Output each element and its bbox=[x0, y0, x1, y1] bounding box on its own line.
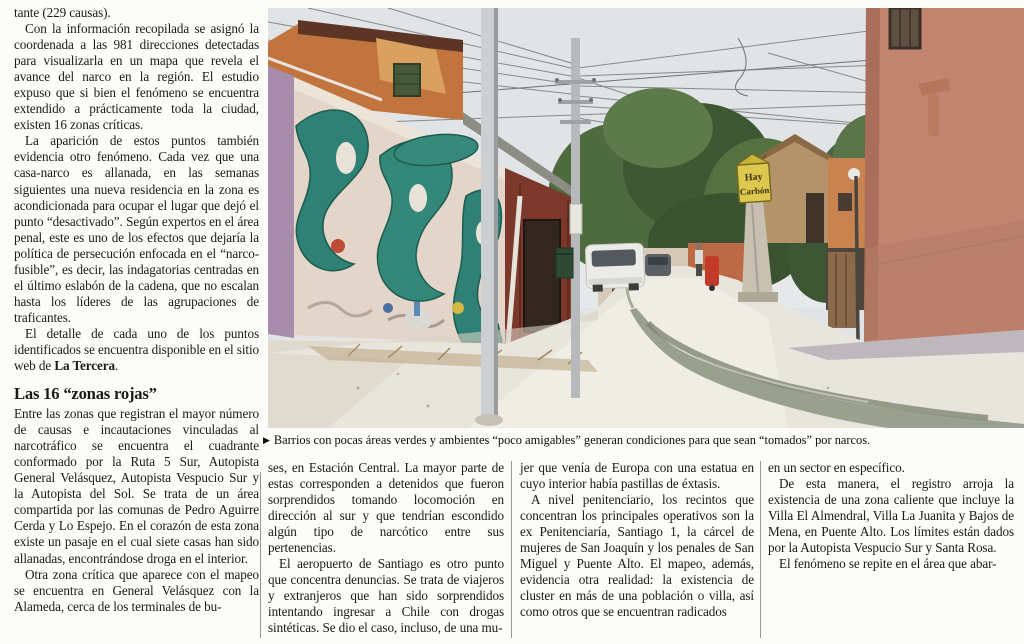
paragraph: El fenómeno se repite en el área que abar- bbox=[779, 556, 997, 572]
barred-window bbox=[890, 8, 920, 48]
parked-suv bbox=[645, 254, 671, 276]
salmon-wall-building bbox=[864, 8, 1024, 342]
column-divider bbox=[511, 461, 512, 638]
paragraph-continuation: jer que venía de Europa con una estatua en cuyo interior había pastillas de éxtasis. bbox=[520, 460, 754, 492]
paragraph-continuation: ses, en Estación Central. La mayor parte de estas corresponden a detenidos que fueron sorprendidos tomando locomoción en dirección al sur y que tendrían escondido algún tipo de narcótico entre sus pertenencias. bbox=[268, 460, 504, 556]
red-cart bbox=[705, 256, 719, 291]
street-photo bbox=[268, 8, 1024, 428]
sign-text-line1: Hay bbox=[744, 171, 763, 184]
pedestrian bbox=[695, 243, 703, 277]
dark-door bbox=[524, 220, 560, 332]
sign-text-line2: Carbón bbox=[739, 184, 770, 197]
paragraph bbox=[14, 326, 259, 374]
paragraph-continuation: tante (229 causas). bbox=[14, 5, 111, 20]
left-article-column bbox=[14, 5, 259, 615]
paragraph-continuation: en un sector en específico. bbox=[768, 460, 905, 475]
paragraph: Entre las zonas que registran el mayor número de causas e incautaciones vinculadas al narcotráfico se encuentra el cuadrante conformado por la Ruta 5 Sur, Autopista General Velásquez, Autopista Vespucio Sur y la Autopista del Sol. Se trata de un área compartida por las comunas de Pedro Aguirre Cerda y Lo Espejo. En el corazón de esta zona existe un pasaje en el cual siete casas han sido allanadas, encontrándose droga en el interior. bbox=[14, 406, 259, 566]
photo-caption bbox=[263, 433, 1020, 449]
column-divider bbox=[760, 461, 761, 638]
caption-arrow-icon: ▶ bbox=[263, 435, 270, 445]
paragraph-text: El detalle de cada uno de los puntos identificados se encuentra disponible en el sitio web de bbox=[14, 325, 259, 374]
paragraph: Otra zona crítica que aparece con el mapeo se encuentra en General Velásquez con la Alameda, cerca de los terminales de bu- bbox=[14, 566, 259, 614]
paragraph: A nivel penitenciario, los recintos que concentran los principales operativos son la ex Penitenciaría, Santiago 1, la cárcel de mujeres de San Joaquín y los penales de San Miguel y Puente Alto. El mapeo, además, evidencia otra realidad: la existencia de cluster en más de una población o villa, así como otros que se encuentran radicados bbox=[520, 492, 754, 620]
paragraph: De esta manera, el registro arroja la existencia de una zona caliente que incluye la Villa El Almendral, Villa La Juanita y Bajos de Mena, en Puente Alto. Los límites están dados por la Autopista Vespucio Sur y Santa Rosa. bbox=[768, 476, 1014, 556]
mural-purple-strip bbox=[268, 66, 294, 338]
paragraph: Con la información recopilada se asignó la coordenada a las 981 direcciones detectadas para visualizarla en un mapa que revela el avance del narco en la región. El estudio expuso que si bien el fenómeno se encuentra extendido a prácticamente toda la ciudad, existen 16 zonas críticas. bbox=[14, 21, 259, 133]
dumpster bbox=[556, 248, 573, 278]
bottom-column-2 bbox=[520, 460, 754, 620]
bottom-column-1 bbox=[268, 460, 504, 637]
caption-text: Barrios con pocas áreas verdes y ambientes “poco amigables” generan condiciones para que sean “tomados” por narcos. bbox=[273, 433, 871, 447]
paragraph-text: . bbox=[114, 358, 119, 374]
white-van bbox=[585, 243, 645, 292]
column-divider bbox=[260, 472, 261, 638]
paragraph: La aparición de estos puntos también evidencia otro fenómeno. Cada vez que una casa-narco es allanada, en las semanas siguientes una nueva residencia en la zona es acondicionada para ocupar el lugar que dejó el punto “desactivado”. Según expertos en el área penal, este es uno de los efectos que dejaría la política de persecución enfocada en el “narco-fusible”, es decir, las indagatorias centradas en el último eslabón de la cadena, que no escalan hasta los líderes de las agrupaciones de traficantes. bbox=[14, 133, 259, 325]
lamp-post bbox=[856, 176, 858, 340]
paragraph: El aeropuerto de Santiago es otro punto que concentra denuncias. Se trata de viajeros y extranjeros que han sido sorprendidos intentando ingresar a Chile con drogas sintéticas. Se dio el caso, incluso, de una mu- bbox=[268, 556, 504, 636]
pole-sign bbox=[570, 204, 582, 234]
brand-name-bold: La Tercera bbox=[54, 358, 115, 374]
bottom-column-3 bbox=[768, 460, 1014, 572]
section-heading: Las 16 “zonas rojas” bbox=[14, 384, 157, 404]
lattice-window bbox=[394, 64, 420, 96]
